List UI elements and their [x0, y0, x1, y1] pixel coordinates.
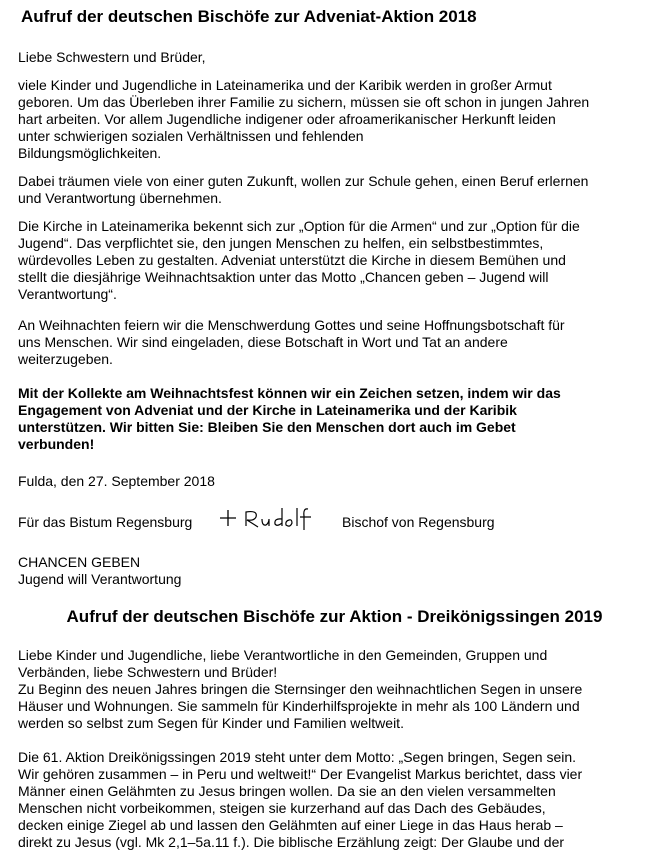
- section1-paragraph-1: viele Kinder und Jugendliche in Lateinamerika und der Karibik werden in großer Armut geboren. Um das Überleben ihrer Familie zu sichern, müssen sie oft schon in jungen Jahren hart arbeiten. Vor allem Jugendliche indigener oder afroamerikanischer Herkunft leiden unter schwierigen sozialen Verhältnissen und fehlenden Bildungsmöglichkeiten.: [18, 77, 590, 161]
- motto-line-1: CHANCEN GEBEN: [18, 554, 141, 570]
- section1-appeal-bold: Mit der Kollekte am Weihnachtsfest können wir ein Zeichen setzen, indem wir das Engagement von Adveniat und der Kirche in Lateinamerika und der Karibik unterstützen. Wir bitten Sie: Bleiben Sie den Menschen dort auch im Gebet verbunden!: [18, 385, 561, 452]
- motto-line-2: Jugend will Verantwortung: [18, 571, 182, 587]
- section2-paragraph-1: Liebe Kinder und Jugendliche, liebe Verantwortliche in den Gemeinden, Gruppen und Verbänden, liebe Schwestern und Brüder! Zu Beginn des neuen Jahres bringen die Sternsinger den weihnachtlichen Segen in unsere Häuser und Wohnungen. Sie sammeln für Kinderhilfsprojekte in mehr als 100 Ländern und werden so selbst zum Segen für Kinder und Familien weltweit.: [18, 647, 583, 731]
- handwritten-signature: [218, 504, 328, 534]
- section1-title: Aufruf der deutschen Bischöfe zur Adveniat-Aktion 2018: [21, 7, 477, 26]
- signature-row: [18, 512, 658, 536]
- signature-title: Bischof von Regensburg: [342, 514, 495, 530]
- section2-title: Aufruf der deutschen Bischöfe zur Aktion - Dreikönigssingen 2019: [66, 607, 603, 626]
- section1-paragraph-2: Dabei träumen viele von einer guten Zukunft, wollen zur Schule gehen, einen Beruf erlernen und Verantwortung übernehmen.: [18, 173, 589, 206]
- section1-greeting: Liebe Schwestern und Brüder,: [18, 49, 206, 65]
- section2-paragraph-2: Die 61. Aktion Dreikönigssingen 2019 steht unter dem Motto: „Segen bringen, Segen sein. Wir gehören zusammen – in Peru und weltweit!“ Der Evangelist Markus berichtet, dass vier Männer einen Gelähmten zu Jesus bringen wollen. Da sie an den vielen versammelten Menschen nicht vorbeikommen, steigen sie kurzerhand auf das Dach des Gebäudes, decken einige Ziegel ab und lassen den Gelähmten auf einer Liege in das Haus herab – direkt zu Jesus (vgl. Mk 2,1–5a.11 f.). Die biblische Erzählung zeigt: Der Glaube und der: [18, 749, 583, 850]
- place-date: Fulda, den 27. September 2018: [18, 473, 215, 489]
- section1-paragraph-3: Die Kirche in Lateinamerika bekennt sich zur „Option für die Armen“ und zur „Option für die Jugend“. Das verpflichtet sie, den jungen Menschen zu helfen, ein selbstbestimmtes, würdevolles Leben zu gestalten. Adveniat unterstützt die Kirche in diesem Bemühen und stellt die diesjährige Weihnachtsaktion unter das Motto „Chancen geben – Jugend will Verantwortung“.: [18, 218, 580, 302]
- section1-paragraph-4: An Weihnachten feiern wir die Menschwerdung Gottes und seine Hoffnungsbotschaft für uns Menschen. Wir sind eingeladen, diese Botschaft in Wort und Tat an andere weiterzugeben.: [18, 317, 565, 367]
- signature-diocese: Für das Bistum Regensburg: [18, 514, 193, 530]
